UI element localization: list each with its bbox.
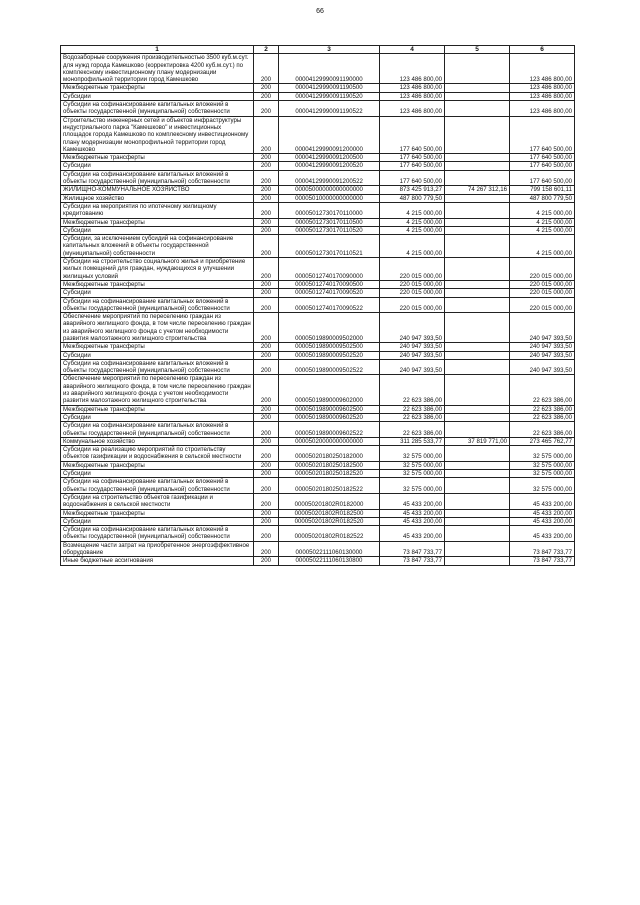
total-cell: 32 575 000,00 [510,461,575,469]
name-cell: Иные бюджетные ассигнования [61,557,254,565]
kvr-cell: 200 [254,84,279,92]
change-cell: 74 267 312,16 [445,186,510,194]
name-cell: Субсидии на строительство объектов газификации и водоснабжения в сельской местности [61,493,254,509]
table-row [61,54,575,84]
code-cell: 000050201802R0182520 [279,517,380,525]
total-cell: 220 015 000,00 [510,297,575,313]
amount-cell: 311 285 533,77 [380,437,445,445]
table-row [61,446,575,462]
code-cell: 00005020180250182522 [279,478,380,494]
name-cell: Коммунальное хозяйство [61,437,254,445]
code-cell: 00005020180250182520 [279,470,380,478]
code-cell: 00005019890009602522 [279,422,380,438]
amount-cell: 240 947 393,50 [380,313,445,343]
kvr-cell: 200 [254,154,279,162]
code-cell: 00005019890009502000 [279,313,380,343]
code-cell: 00005020180250182000 [279,446,380,462]
change-cell [445,351,510,359]
table-row [61,92,575,100]
amount-cell: 240 947 393,50 [380,351,445,359]
code-cell: 00004129990091200520 [279,162,380,170]
total-cell: 22 623 386,00 [510,375,575,405]
change-cell [445,461,510,469]
name-cell: Субсидии [61,351,254,359]
header-cell-5: 5 [445,46,510,54]
amount-cell: 177 640 500,00 [380,154,445,162]
name-cell: Субсидии на софинансирование капитальных вложений в объекты государственной (муниципальной) собственности [61,359,254,375]
total-cell: 240 947 393,50 [510,351,575,359]
kvr-cell: 200 [254,413,279,421]
change-cell [445,557,510,565]
code-cell: 00004129990091190520 [279,92,380,100]
table-row [61,154,575,162]
amount-cell: 45 433 200,00 [380,493,445,509]
kvr-cell: 200 [254,446,279,462]
table-row [61,194,575,202]
table-row [61,359,575,375]
kvr-cell: 200 [254,375,279,405]
name-cell: Субсидии [61,162,254,170]
table-row [61,280,575,288]
name-cell: Субсидии на мероприятия по ипотечному жилищному кредитованию [61,202,254,218]
table-row [61,517,575,525]
kvr-cell: 200 [254,359,279,375]
change-cell [445,413,510,421]
kvr-cell: 200 [254,289,279,297]
name-cell: Межбюджетные трансферты [61,343,254,351]
table-row [61,313,575,343]
kvr-cell: 200 [254,194,279,202]
amount-cell: 4 215 000,00 [380,202,445,218]
kvr-cell: 200 [254,405,279,413]
total-cell: 45 433 200,00 [510,526,575,542]
kvr-cell: 200 [254,509,279,517]
total-cell: 45 433 200,00 [510,493,575,509]
name-cell: Субсидии [61,470,254,478]
change-cell [445,470,510,478]
name-cell: Межбюджетные трансферты [61,405,254,413]
name-cell: Межбюджетные трансферты [61,84,254,92]
table-row [61,351,575,359]
amount-cell: 45 433 200,00 [380,517,445,525]
change-cell [445,517,510,525]
kvr-cell: 200 [254,422,279,438]
table-row [61,170,575,186]
amount-cell: 220 015 000,00 [380,297,445,313]
kvr-cell: 200 [254,162,279,170]
name-cell: Строительство инженерных сетей и объектов инфраструктуры индустриального парка "Камешково" и инвестиционных площадок города Камешково по комплексному инвестиционному плану модернизации монопрофильной территории город Камешково [61,116,254,153]
code-cell: 00004129990091200500 [279,154,380,162]
total-cell: 4 215 000,00 [510,218,575,226]
name-cell: Межбюджетные трансферты [61,218,254,226]
total-cell: 220 015 000,00 [510,258,575,281]
change-cell [445,343,510,351]
total-cell: 4 215 000,00 [510,202,575,218]
amount-cell: 220 015 000,00 [380,258,445,281]
amount-cell: 32 575 000,00 [380,461,445,469]
name-cell: Обеспечение мероприятий по переселению граждан из аварийного жилищного фонда, в том числе переселению граждан из аварийного жилищного фонда с учетом необходимости развития малоэтажного жилищного строительства [61,375,254,405]
header-row [61,46,575,54]
code-cell: 00005012740170090520 [279,289,380,297]
name-cell: Жилищное хозяйство [61,194,254,202]
code-cell: 00004129990091190500 [279,84,380,92]
kvr-cell: 200 [254,541,279,557]
name-cell: Субсидии, за исключением субсидий на софинансирование капитальных вложений в объекты государственной (муниципальной) собственности [61,235,254,258]
change-cell [445,154,510,162]
total-cell: 73 847 733,77 [510,557,575,565]
name-cell: Субсидии на софинансирование капитальных вложений в объекты государственной (муниципальной) собственности [61,422,254,438]
total-cell: 177 640 500,00 [510,116,575,153]
change-cell [445,92,510,100]
kvr-cell: 200 [254,235,279,258]
table-row [61,258,575,281]
kvr-cell: 200 [254,297,279,313]
name-cell: ЖИЛИЩНО-КОММУНАЛЬНОЕ ХОЗЯЙСТВО [61,186,254,194]
amount-cell: 22 623 386,00 [380,405,445,413]
table-row [61,375,575,405]
total-cell: 22 623 386,00 [510,422,575,438]
code-cell: 00005019890009502500 [279,343,380,351]
code-cell: 00005012730170110520 [279,226,380,234]
name-cell: Субсидии на строительство социального жилья и приобретение жилых помещений для граждан, нуждающихся в улучшении жилищных условий [61,258,254,281]
header-cell-4: 4 [380,46,445,54]
amount-cell: 220 015 000,00 [380,280,445,288]
amount-cell: 32 575 000,00 [380,470,445,478]
code-cell: 00005022111060130000 [279,541,380,557]
name-cell: Субсидии на софинансирование капитальных вложений в объекты государственной (муниципальной) собственности [61,101,254,117]
table-row [61,509,575,517]
name-cell: Водозаборные сооружения производительностью 3500 куб.м.сут. для нужд города Камешково (корректировка 4200 куб.м.сут.) по комплексному инвестиционному плану модернизации монопрофильной территории город Камешково [61,54,254,84]
code-cell: 00005000000000000000 [279,186,380,194]
kvr-cell: 200 [254,526,279,542]
code-cell: 000050201802R0182522 [279,526,380,542]
table-row [61,186,575,194]
name-cell: Субсидии [61,92,254,100]
code-cell: 00005010000000000000 [279,194,380,202]
table-row [61,405,575,413]
amount-cell: 177 640 500,00 [380,170,445,186]
change-cell [445,280,510,288]
amount-cell: 73 847 733,77 [380,541,445,557]
change-cell [445,375,510,405]
total-cell: 273 465 762,77 [510,437,575,445]
kvr-cell: 200 [254,258,279,281]
table-row [61,437,575,445]
total-cell: 22 623 386,00 [510,413,575,421]
total-cell: 220 015 000,00 [510,289,575,297]
table-row [61,297,575,313]
code-cell: 00005022111060130800 [279,557,380,565]
change-cell [445,359,510,375]
total-cell: 177 640 500,00 [510,162,575,170]
code-cell: 00005019890009602500 [279,405,380,413]
code-cell: 00005012740170090522 [279,297,380,313]
change-cell [445,289,510,297]
amount-cell: 123 486 800,00 [380,84,445,92]
code-cell: 00005019890009602520 [279,413,380,421]
change-cell [445,170,510,186]
kvr-cell: 200 [254,280,279,288]
amount-cell: 32 575 000,00 [380,478,445,494]
header-cell-3: 3 [279,46,380,54]
total-cell: 123 486 800,00 [510,101,575,117]
kvr-cell: 200 [254,343,279,351]
total-cell: 45 433 200,00 [510,517,575,525]
total-cell: 177 640 500,00 [510,170,575,186]
code-cell: 00005019890009502522 [279,359,380,375]
total-cell: 32 575 000,00 [510,478,575,494]
table-row [61,162,575,170]
table-row [61,461,575,469]
table-row [61,541,575,557]
budget-table [60,45,575,566]
code-cell: 00005012730170110500 [279,218,380,226]
code-cell: 00004129990091200522 [279,170,380,186]
code-cell: 00004129990091190000 [279,54,380,84]
table-row [61,226,575,234]
change-cell [445,194,510,202]
table-row [61,235,575,258]
table-row [61,101,575,117]
change-cell [445,116,510,153]
code-cell: 00005012740170090500 [279,280,380,288]
name-cell: Субсидии [61,517,254,525]
total-cell: 799 158 601,11 [510,186,575,194]
amount-cell: 4 215 000,00 [380,226,445,234]
amount-cell: 32 575 000,00 [380,446,445,462]
table-row [61,218,575,226]
kvr-cell: 200 [254,517,279,525]
amount-cell: 22 623 386,00 [380,413,445,421]
kvr-cell: 200 [254,478,279,494]
name-cell: Обеспечение мероприятий по переселению граждан из аварийного жилищного фонда, в том числе переселению граждан из аварийного жилищного фонда с учетом необходимости развития малоэтажного жилищного строительства [61,313,254,343]
kvr-cell: 200 [254,54,279,84]
table-row [61,422,575,438]
change-cell [445,446,510,462]
total-cell: 123 486 800,00 [510,92,575,100]
amount-cell: 487 800 779,50 [380,194,445,202]
total-cell: 123 486 800,00 [510,84,575,92]
amount-cell: 22 623 386,00 [380,375,445,405]
code-cell: 000050201802R0182000 [279,493,380,509]
kvr-cell: 200 [254,218,279,226]
total-cell: 32 575 000,00 [510,470,575,478]
header-cell-1: 1 [61,46,254,54]
total-cell: 487 800 779,50 [510,194,575,202]
total-cell: 73 847 733,77 [510,541,575,557]
amount-cell: 45 433 200,00 [380,526,445,542]
amount-cell: 240 947 393,50 [380,343,445,351]
kvr-cell: 200 [254,313,279,343]
change-cell [445,235,510,258]
table-body [61,54,575,565]
kvr-cell: 200 [254,116,279,153]
total-cell: 240 947 393,50 [510,313,575,343]
change-cell [445,202,510,218]
change-cell [445,478,510,494]
name-cell: Субсидии на софинансирование капитальных вложений в объекты государственной (муниципальной) собственности [61,170,254,186]
table-row [61,413,575,421]
name-cell: Межбюджетные трансферты [61,509,254,517]
kvr-cell: 200 [254,470,279,478]
code-cell: 00005019890009602000 [279,375,380,405]
change-cell [445,218,510,226]
table-row [61,202,575,218]
amount-cell: 4 215 000,00 [380,235,445,258]
change-cell [445,422,510,438]
table-row [61,526,575,542]
change-cell [445,297,510,313]
kvr-cell: 200 [254,202,279,218]
code-cell: 00005020180250182500 [279,461,380,469]
kvr-cell: 200 [254,557,279,565]
table-row [61,343,575,351]
kvr-cell: 200 [254,351,279,359]
kvr-cell: 200 [254,92,279,100]
amount-cell: 123 486 800,00 [380,101,445,117]
kvr-cell: 200 [254,461,279,469]
kvr-cell: 200 [254,493,279,509]
amount-cell: 177 640 500,00 [380,162,445,170]
amount-cell: 177 640 500,00 [380,116,445,153]
change-cell [445,541,510,557]
change-cell [445,54,510,84]
change-cell [445,226,510,234]
name-cell: Субсидии на софинансирование капитальных вложений в объекты государственной (муниципальной) собственности [61,478,254,494]
change-cell [445,84,510,92]
change-cell: 37 819 771,00 [445,437,510,445]
table-row [61,116,575,153]
kvr-cell: 200 [254,101,279,117]
change-cell [445,101,510,117]
name-cell: Субсидии [61,226,254,234]
amount-cell: 73 847 733,77 [380,557,445,565]
change-cell [445,162,510,170]
change-cell [445,258,510,281]
code-cell: 00005012730170110000 [279,202,380,218]
total-cell: 45 433 200,00 [510,509,575,517]
table-row [61,493,575,509]
total-cell: 240 947 393,50 [510,359,575,375]
amount-cell: 240 947 393,50 [380,359,445,375]
name-cell: Субсидии на реализацию мероприятий по строительству объектов газификации и водоснабжения в сельской местности [61,446,254,462]
code-cell: 00005012740170090000 [279,258,380,281]
name-cell: Субсидии на софинансирование капитальных вложений в объекты государственной (муниципальной) собственности [61,297,254,313]
total-cell: 22 623 386,00 [510,405,575,413]
code-cell: 00005020000000000000 [279,437,380,445]
total-cell: 4 215 000,00 [510,235,575,258]
change-cell [445,509,510,517]
total-cell: 220 015 000,00 [510,280,575,288]
name-cell: Субсидии на софинансирование капитальных вложений в объекты государственной (муниципальной) собственности [61,526,254,542]
total-cell: 177 640 500,00 [510,154,575,162]
total-cell: 240 947 393,50 [510,343,575,351]
name-cell: Субсидии [61,289,254,297]
amount-cell: 873 425 913,27 [380,186,445,194]
code-cell: 00004129990091200000 [279,116,380,153]
code-cell: 00004129990091190522 [279,101,380,117]
total-cell: 4 215 000,00 [510,226,575,234]
code-cell: 00005012730170110521 [279,235,380,258]
total-cell: 32 575 000,00 [510,446,575,462]
header-cell-6: 6 [510,46,575,54]
table-row [61,557,575,565]
table-row [61,470,575,478]
page-number: 66 [316,8,324,15]
name-cell: Межбюджетные трансферты [61,154,254,162]
table-row [61,84,575,92]
amount-cell: 123 486 800,00 [380,54,445,84]
table-row [61,289,575,297]
kvr-cell: 200 [254,186,279,194]
amount-cell: 220 015 000,00 [380,289,445,297]
change-cell [445,493,510,509]
kvr-cell: 200 [254,226,279,234]
total-cell: 123 486 800,00 [510,54,575,84]
code-cell: 00005019890009502520 [279,351,380,359]
code-cell: 000050201802R0182500 [279,509,380,517]
amount-cell: 22 623 386,00 [380,422,445,438]
amount-cell: 123 486 800,00 [380,92,445,100]
kvr-cell: 200 [254,437,279,445]
amount-cell: 45 433 200,00 [380,509,445,517]
name-cell: Субсидии [61,413,254,421]
amount-cell: 4 215 000,00 [380,218,445,226]
change-cell [445,405,510,413]
kvr-cell: 200 [254,170,279,186]
change-cell [445,526,510,542]
change-cell [445,313,510,343]
name-cell: Возмещение части затрат на приобретенное энергоэффективное оборудование [61,541,254,557]
header-cell-2: 2 [254,46,279,54]
table-row [61,478,575,494]
name-cell: Межбюджетные трансферты [61,461,254,469]
name-cell: Межбюджетные трансферты [61,280,254,288]
